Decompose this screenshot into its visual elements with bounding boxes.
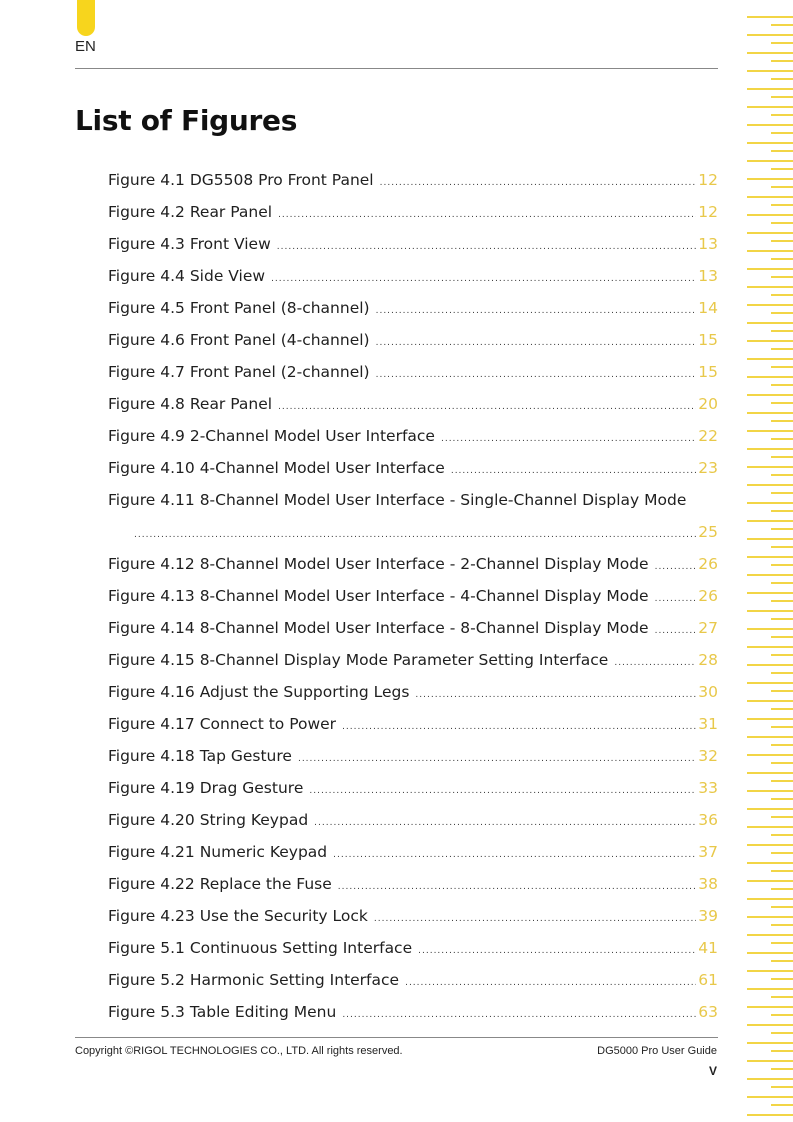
list-item[interactable]: [108, 836, 718, 868]
list-item[interactable]: [108, 644, 718, 676]
figure-page-link[interactable]: 38: [698, 875, 718, 893]
dot-leader: [278, 391, 696, 423]
list-item[interactable]: [108, 196, 718, 228]
figure-label: Figure 4.9 2-Channel Model User Interface: [108, 427, 435, 445]
dot-leader: [278, 199, 696, 231]
footer-guide-title: DG5000 Pro User Guide: [597, 1045, 717, 1057]
dot-leader: [374, 903, 696, 935]
dot-leader: [298, 743, 696, 775]
list-item[interactable]: [108, 900, 718, 932]
dot-leader: [271, 263, 696, 295]
list-item[interactable]: [108, 932, 718, 964]
figure-page-link[interactable]: 22: [698, 427, 718, 445]
figure-page-link[interactable]: 41: [698, 939, 718, 957]
footer-page-number: V: [708, 1064, 717, 1078]
figure-label: Figure 4.13 8-Channel Model User Interface - 4-Channel Display Mode: [108, 587, 649, 605]
dot-leader: [415, 679, 696, 711]
dot-leader: [405, 967, 696, 999]
figure-page-link[interactable]: 20: [698, 395, 718, 413]
list-item[interactable]: [108, 292, 718, 324]
dot-leader: [451, 455, 696, 487]
dot-leader: [277, 231, 697, 263]
figure-page-link[interactable]: 13: [698, 235, 718, 253]
figure-page-link[interactable]: 27: [698, 619, 718, 637]
figure-label: Figure 4.8 Rear Panel: [108, 395, 273, 413]
figure-label: Figure 5.3 Table Editing Menu: [108, 1003, 337, 1021]
figure-page-link[interactable]: 15: [698, 363, 718, 381]
list-item[interactable]: [108, 740, 718, 772]
dot-leader: [376, 327, 697, 359]
figure-page-link[interactable]: 37: [698, 843, 718, 861]
figure-page-link[interactable]: 12: [698, 203, 718, 221]
figure-label: Figure 4.5 Front Panel (8-channel): [108, 299, 370, 317]
figure-label: Figure 4.12 8-Channel Model User Interface - 2-Channel Display Mode: [108, 555, 649, 573]
list-item[interactable]: [108, 676, 718, 708]
dot-leader: [342, 999, 696, 1031]
dot-leader: [418, 935, 696, 967]
list-item[interactable]: [108, 804, 718, 836]
list-item[interactable]: [108, 580, 718, 612]
dot-leader: [655, 583, 697, 615]
dot-leader: [333, 839, 696, 871]
list-item[interactable]: [108, 612, 718, 644]
figure-label: Figure 4.2 Rear Panel: [108, 203, 273, 221]
header-divider: [75, 68, 718, 69]
figure-page-link[interactable]: 32: [698, 747, 718, 765]
figure-page-link[interactable]: 33: [698, 779, 718, 797]
figure-label: Figure 4.6 Front Panel (4-channel): [108, 331, 370, 349]
figure-label: Figure 4.19 Drag Gesture: [108, 779, 304, 797]
list-item[interactable]: [108, 356, 718, 388]
dot-leader: [441, 423, 696, 455]
list-item[interactable]: [108, 388, 718, 420]
figure-label: Figure 4.20 String Keypad: [108, 811, 309, 829]
figure-page-link[interactable]: 31: [698, 715, 718, 733]
dot-leader: [376, 295, 697, 327]
figure-page-link[interactable]: 15: [698, 331, 718, 349]
footer-divider: [75, 1037, 718, 1038]
dot-leader: [309, 775, 696, 807]
figure-label: Figure 4.4 Side View: [108, 267, 266, 285]
list-item[interactable]: [108, 772, 718, 804]
dot-leader: [655, 615, 697, 647]
figure-label: Figure 4.10 4-Channel Model User Interface: [108, 459, 445, 477]
figure-page-link[interactable]: 30: [698, 683, 718, 701]
dot-leader: [134, 519, 696, 551]
figure-label: Figure 4.1 DG5508 Pro Front Panel: [108, 171, 374, 189]
figure-label: Figure 4.23 Use the Security Lock: [108, 907, 368, 925]
list-item[interactable]: [108, 260, 718, 292]
figure-label: Figure 4.3 Front View: [108, 235, 271, 253]
figure-label: Figure 4.7 Front Panel (2-channel): [108, 363, 370, 381]
figure-page-link[interactable]: 25: [698, 523, 718, 541]
dot-leader: [376, 359, 697, 391]
list-item[interactable]: [108, 420, 718, 452]
dot-leader: [380, 167, 697, 199]
figure-page-link[interactable]: 39: [698, 907, 718, 925]
figure-label: Figure 4.14 8-Channel Model User Interface - 8-Channel Display Mode: [108, 619, 649, 637]
figure-list: [108, 164, 718, 1028]
list-item[interactable]: [108, 164, 718, 196]
figure-page-link[interactable]: 23: [698, 459, 718, 477]
dot-leader: [655, 551, 697, 583]
page-edge-decoration-inner: [771, 8, 793, 1122]
list-item[interactable]: [108, 868, 718, 900]
figure-page-link[interactable]: 63: [698, 1003, 718, 1021]
dot-leader: [614, 647, 696, 679]
figure-page-link[interactable]: 13: [698, 267, 718, 285]
language-label: EN: [75, 38, 96, 55]
dot-leader: [338, 871, 696, 903]
figure-label: Figure 4.17 Connect to Power: [108, 715, 337, 733]
footer-copyright: Copyright ©RIGOL TECHNOLOGIES CO., LTD. All rights reserved.: [75, 1045, 403, 1057]
figure-page-link[interactable]: 61: [698, 971, 718, 989]
figure-label: Figure 4.16 Adjust the Supporting Legs: [108, 683, 410, 701]
page-title: List of Figures: [75, 104, 298, 137]
list-item[interactable]: [108, 548, 718, 580]
list-item[interactable]: [108, 452, 718, 484]
list-item[interactable]: [108, 996, 718, 1028]
figure-label: Figure 4.15 8-Channel Display Mode Parameter Setting Interface: [108, 651, 609, 669]
language-tab-marker: [77, 0, 95, 36]
figure-label: Figure 5.1 Continuous Setting Interface: [108, 939, 413, 957]
figure-label: Figure 4.18 Tap Gesture: [108, 747, 292, 765]
figure-page-link[interactable]: 26: [698, 587, 718, 605]
figure-page-link[interactable]: 28: [698, 651, 718, 669]
list-item[interactable]: [108, 228, 718, 260]
list-item[interactable]: [108, 708, 718, 740]
figure-label: Figure 5.2 Harmonic Setting Interface: [108, 971, 400, 989]
dot-leader: [342, 711, 696, 743]
list-item[interactable]: [108, 964, 718, 996]
dot-leader: [314, 807, 696, 839]
figure-page-link[interactable]: 12: [698, 171, 718, 189]
list-item[interactable]: [108, 484, 718, 548]
list-item[interactable]: [108, 324, 718, 356]
figure-page-link[interactable]: 14: [698, 299, 718, 317]
figure-label: Figure 4.22 Replace the Fuse: [108, 875, 332, 893]
figure-label: Figure 4.11 8-Channel Model User Interface - Single-Channel Display Mode: [108, 491, 687, 509]
figure-page-link[interactable]: 36: [698, 811, 718, 829]
figure-page-link[interactable]: 26: [698, 555, 718, 573]
figure-label: Figure 4.21 Numeric Keypad: [108, 843, 328, 861]
